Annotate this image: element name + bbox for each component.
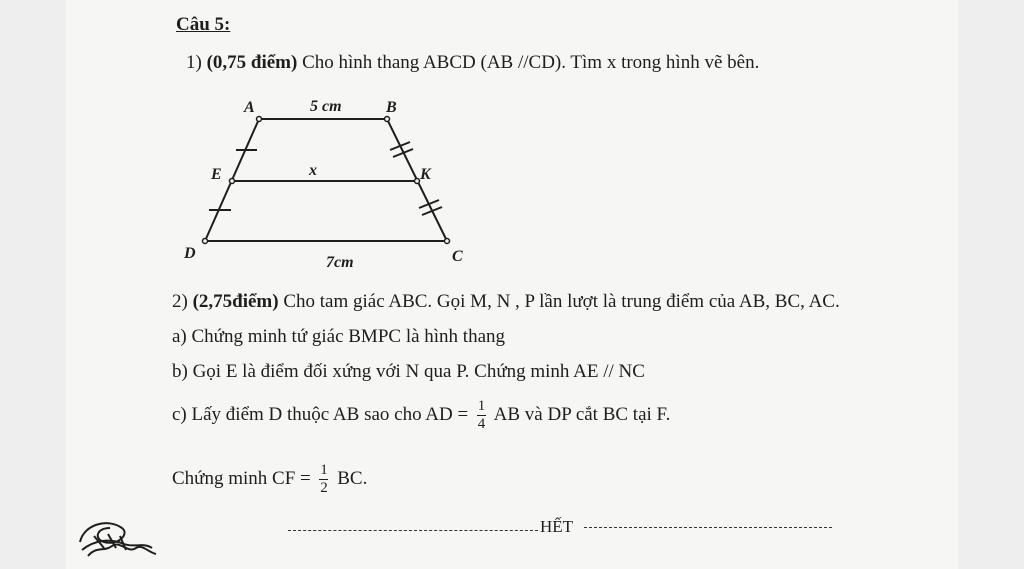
fraction-one-half bbox=[319, 463, 328, 496]
question-1 bbox=[186, 52, 759, 74]
q1-prefix: 1) bbox=[186, 52, 207, 73]
label-d: D bbox=[184, 245, 196, 262]
exam-page bbox=[66, 0, 958, 569]
left-margin bbox=[0, 0, 66, 569]
q2-points: (2,75điểm) bbox=[192, 291, 279, 312]
q2-prefix: 2) bbox=[172, 291, 193, 312]
end-line-right bbox=[584, 527, 832, 528]
fraction-denominator: 4 bbox=[477, 416, 486, 432]
point-c bbox=[445, 239, 450, 244]
label-e: E bbox=[211, 166, 222, 183]
part-c-after: AB và DP cắt BC tại F. bbox=[489, 403, 671, 425]
right-margin bbox=[958, 0, 1024, 569]
proof-statement bbox=[172, 463, 367, 496]
label-x: x bbox=[309, 162, 317, 179]
proof-after: BC. bbox=[332, 467, 368, 489]
point-a bbox=[257, 117, 262, 122]
fraction-numerator: 1 bbox=[320, 462, 328, 478]
fraction-denominator: 2 bbox=[320, 480, 328, 496]
end-label: HẾT bbox=[540, 517, 574, 536]
point-e bbox=[230, 179, 235, 184]
end-line-left bbox=[288, 530, 538, 531]
label-bottom-length: 7cm bbox=[326, 254, 354, 271]
label-a: A bbox=[244, 99, 255, 116]
q1-points: (0,75 điểm) bbox=[206, 52, 298, 73]
part-c-before: c) Lấy điểm D thuộc AB sao cho AD = bbox=[172, 403, 473, 425]
point-d bbox=[203, 239, 208, 244]
trapezoid-figure bbox=[174, 88, 484, 278]
tick-kc-1 bbox=[419, 200, 439, 208]
label-k: K bbox=[420, 166, 431, 183]
part-c bbox=[172, 399, 670, 432]
point-b bbox=[385, 117, 390, 122]
q1-text: Cho hình thang ABCD (AB //CD). Tìm x trong hình vẽ bên. bbox=[297, 52, 760, 73]
q2-text: Cho tam giác ABC. Gọi M, N , P lần lượt là trung điểm của AB, BC, AC. bbox=[278, 291, 840, 312]
fraction-numerator: 1 bbox=[477, 398, 486, 414]
label-b: B bbox=[386, 99, 397, 116]
label-top-length: 5 cm bbox=[310, 98, 342, 115]
fraction-one-quarter bbox=[477, 399, 486, 432]
part-a: a) Chứng minh tứ giác BMPC là hình thang bbox=[172, 326, 506, 347]
part-b: b) Gọi E là điểm đối xứng với N qua P. Chứng minh AE // NC bbox=[172, 361, 645, 382]
question-title: Câu 5: bbox=[176, 14, 231, 35]
tick-kc-2 bbox=[422, 207, 442, 215]
question-2 bbox=[172, 291, 840, 313]
label-c: C bbox=[452, 248, 463, 265]
proof-before: Chứng minh CF = bbox=[172, 467, 316, 489]
point-k bbox=[415, 179, 420, 184]
signature-scribble bbox=[74, 512, 164, 564]
